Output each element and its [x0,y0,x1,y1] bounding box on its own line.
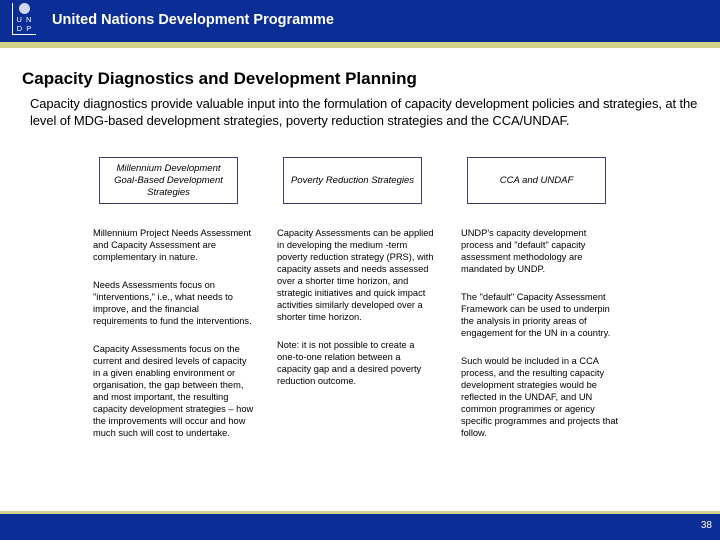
page-number: 38 [700,520,712,531]
header-bar [0,0,720,42]
paragraph: UNDP's capacity development process and "default" capacity assessment methodology are mandated by UNDP. [461,228,587,274]
column-heading-mdg: Millennium Development Goal-Based Development Strategies [99,157,238,204]
paragraph: Millennium Project Needs Assessment and Capacity Assessment are complementary in nature. [93,228,252,262]
column-cca [461,227,619,455]
org-name: United Nations Development Programme [52,12,334,28]
un-emblem-icon [19,3,30,14]
paragraph: Such would be included in a CCA process, and the resulting capacity development strategies would be reflected in the UNDAF, and UN common programmes or agency specific programmes and projects that follow. [461,356,619,438]
column-mdg [93,227,255,455]
logo-text-bottom: D P [16,24,33,33]
paragraph: Needs Assessments focus on "interventions," i.e., what needs to improve, and the financial requirements to fund the interventions. [93,280,252,326]
logo-text-top: U N [16,15,33,24]
paragraph: Note: it is not possible to create a one-to-one relation between a capacity gap and a desired poverty reduction outcome. [277,340,422,386]
header-divider [0,42,720,48]
column-heading-prs: Poverty Reduction Strategies [283,157,422,204]
column-heading-cca: CCA and UNDAF [467,157,606,204]
column-prs [277,227,435,403]
footer-bar [0,514,720,540]
paragraph: Capacity Assessments focus on the current and desired levels of capacity in a given enabling environment or organisation, the gap between them, and most important, the resulting capacity development strategies – how the improvements will occur and how much such will cost to undertake. [93,344,254,438]
paragraph: Capacity Assessments can be applied in developing the medium -term poverty reduction strategy (PRS), with capacity assets and needs assessed over a shorter time horizon, and strategic initiatives and quick impact activities similarly developed over a shorter time horizon. [277,228,434,322]
slide-title: Capacity Diagnostics and Development Planning [22,69,417,88]
intro-text: Capacity diagnostics provide valuable input into the formulation of capacity development policies and strategies, at the level of MDG-based development strategies, poverty reduction strategies and the CCA/UNDAF. [30,96,698,128]
paragraph: The "default" Capacity Assessment Framework can be used to underpin the analysis in priority areas of engagement for the UN in a country. [461,292,611,338]
undp-logo [12,3,36,35]
